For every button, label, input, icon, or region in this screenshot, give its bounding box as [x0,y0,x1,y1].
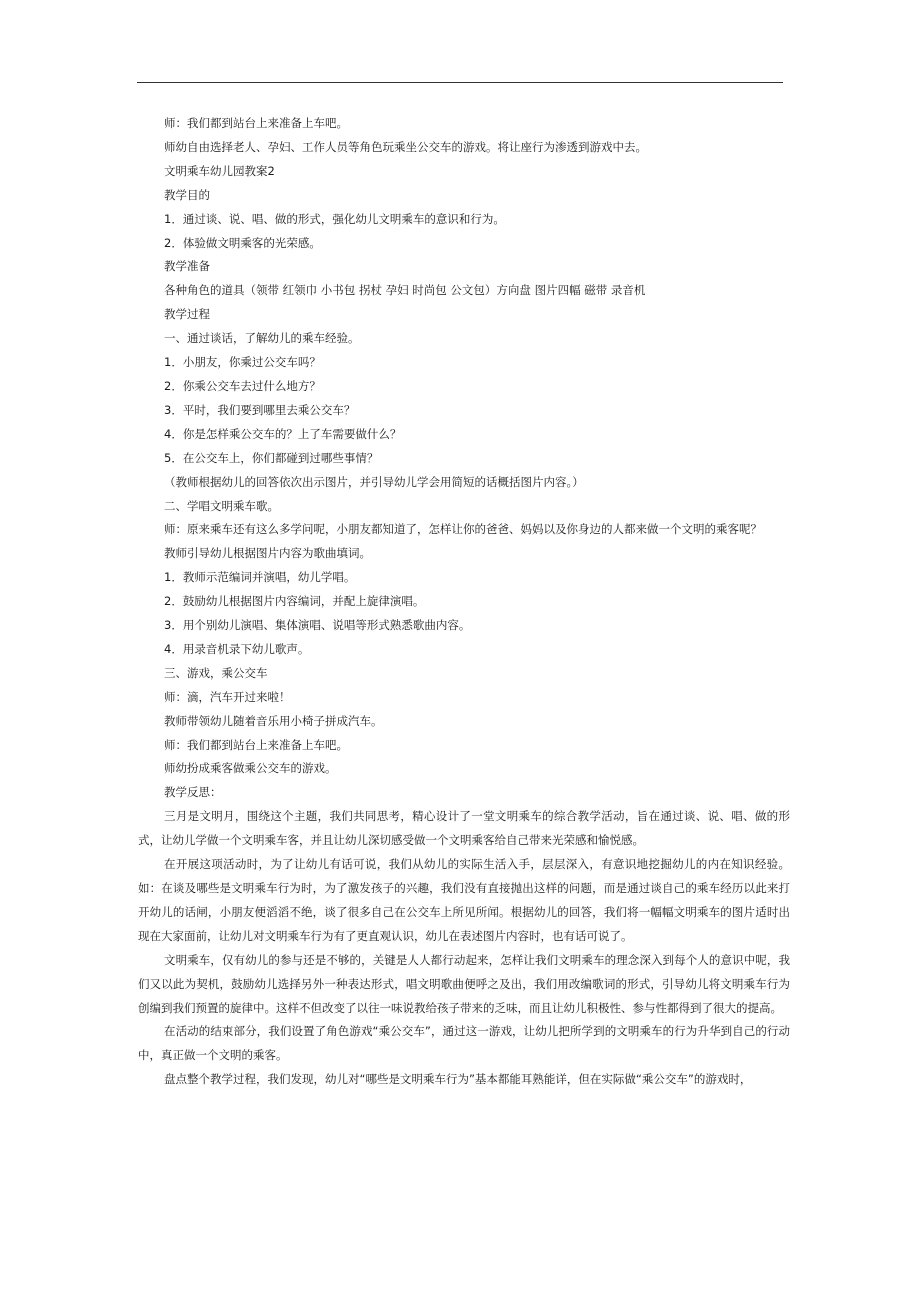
text-line: 师：我们都到站台上来准备上车吧。 [164,737,348,752]
list-item: 3．平时，我们要到哪里去乘公交车？ [164,402,356,417]
paragraph: 文明乘车，仅有幼儿的参与还是不够的，关键是人人都行动起来，怎样让我们文明乘车的理念深入到每个人的意识中呢，我们又以此为契机，鼓励幼儿选择另外一种表达形式，唱文明歌曲便呼之及出，我们用改编歌词的形式，引导幼儿将文明乘车行为创编到我们预置的旋律中。这样不但改变了以往一味说教给孩子带来的乏味，而且让幼儿积极性、参与性都得到了很大的提高。 [138,952,790,1015]
text-line: 教师带领幼儿随着音乐用小椅子拼成汽车。 [164,713,383,728]
text-line: 各种角色的道具（领带 红领巾 小书包 拐杖 孕妇 时尚包 公文包）方向盘 图片四幅 磁带 录音机 [164,283,646,298]
text-line: 师：滴，汽车开过来啦！ [164,689,291,704]
list-item: 5．在公交车上，你们都碰到过哪些事情？ [164,450,379,465]
text-line: （教师根据幼儿的回答依次出示图片，并引导幼儿学会用简短的话概括图片内容。） [164,474,584,489]
list-item: 1．通过谈、说、唱、做的形式，强化幼儿文明乘车的意识和行为。 [164,211,505,226]
section-heading: 教学过程 [164,307,210,322]
paragraph: 盘点整个教学过程，我们发现，幼儿对“哪些是文明乘车行为”基本都能耳熟能详，但在实际做“乘公交车”的游戏时， [164,1072,752,1087]
section-heading: 教学反思： [164,785,222,800]
text-line: 教师引导幼儿根据图片内容为歌曲填词。 [164,546,371,561]
paragraph: 在开展这项活动时，为了让幼儿有话可说，我们从幼儿的实际生活入手，层层深入，有意识地挖掘幼儿的内在知识经验。如：在谈及哪些是文明乘车行为时，为了激发孩子的兴趣，我们没有直接抛出这样的问题，而是通过谈自己的乘车经历以此来打开幼儿的话闸，小朋友便滔滔不绝，谈了很多自己在公交车上所见所闻。根据幼儿的回答，我们将一幅幅文明乘车的图片适时出现在大家面前，让幼儿对文明乘车行为有了更直观认识，幼儿在表述图片内容时，也有话可说了。 [138,857,790,943]
list-item: 4．你是怎样乘公交车的？上了车需要做什么？ [164,426,402,441]
list-item: 4．用录音机录下幼儿歌声。 [164,641,310,656]
header-rule [137,82,783,83]
list-item: 1．小朋友，你乘过公交车吗？ [164,355,321,370]
paragraph: 师：原来乘车还有这么多学问呢，小朋友都知道了，怎样让你的爸爸、妈妈以及你身边的人都来做一个文明的乘客呢？ [164,522,762,537]
document-body [138,112,790,1092]
subsection-heading: 一、通过谈话，了解幼儿的乘车经验。 [164,331,360,346]
list-item: 2．你乘公交车去过什么地方？ [164,378,321,393]
text-line: 师幼扮成乘客做乘公交车的游戏。 [164,761,337,776]
list-item: 1．教师示范编词并演唱，幼儿学唱。 [164,570,356,585]
text-line: 师幼自由选择老人、孕妇、工作人员等角色玩乘坐公交车的游戏。将让座行为渗透到游戏中去。 [164,139,647,154]
list-item: 2．鼓励幼儿根据图片内容编词，并配上旋律演唱。 [164,594,425,609]
list-item: 3．用个别幼儿演唱、集体演唱、说唱等形式熟悉歌曲内容。 [164,618,471,633]
list-item: 2．体验做文明乘客的光荣感。 [164,235,321,250]
text-line: 师：我们都到站台上来准备上车吧。 [164,116,348,130]
paragraph: 在活动的结束部分，我们设置了角色游戏“乘公交车”，通过这一游戏，让幼儿把所学到的文明乘车的行为升华到自己的行动中，真正做一个文明的乘客。 [138,1024,790,1063]
section-heading: 教学准备 [164,259,210,274]
subsection-heading: 二、学唱文明乘车歌。 [164,498,279,513]
section-title: 文明乘车幼儿园教案2 [164,163,275,178]
subsection-heading: 三、游戏，乘公交车 [164,665,268,680]
paragraph: 三月是文明月，围绕这个主题，我们共同思考，精心设计了一堂文明乘车的综合教学活动，旨在通过谈、说、唱、做的形式，让幼儿学做一个文明乘车客，并且让幼儿深切感受做一个文明乘客给自己带来光荣感和愉悦感。 [138,809,790,848]
section-heading: 教学目的 [164,187,210,202]
